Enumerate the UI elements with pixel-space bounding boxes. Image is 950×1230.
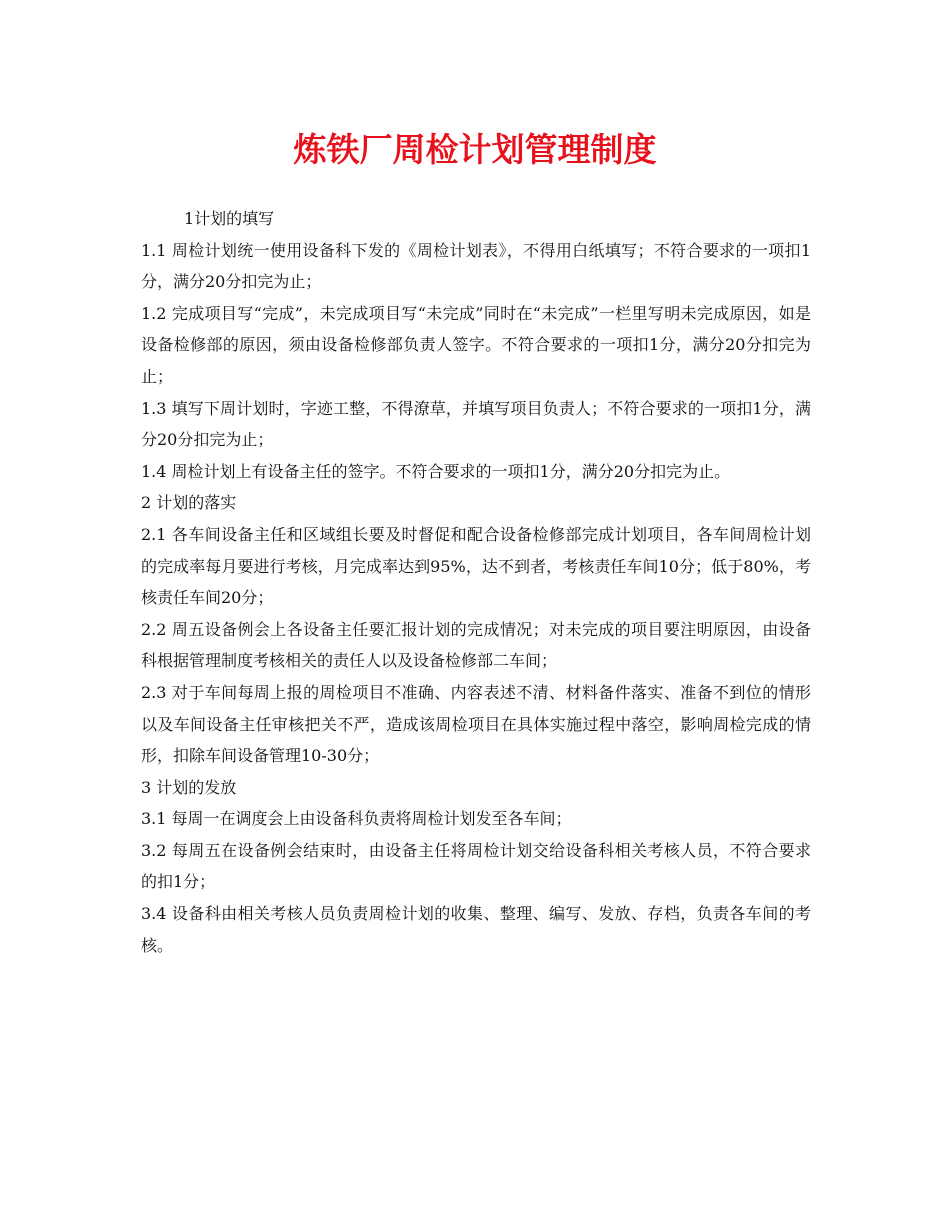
clause-1-4: 1.4 周检计划上有设备主任的签字。不符合要求的一项扣1分，满分20分扣完为止。 bbox=[141, 461, 731, 481]
section-heading-2: 2 计划的落实 bbox=[141, 493, 237, 513]
clause-3-1: 3.1 每周一在调度会上由设备科负责将周检计划发至各车间； bbox=[141, 809, 572, 829]
clause-2-2: 2.2 周五设备例会上各设备主任要汇报计划的完成情况；对未完成的项目要注明原因，由设备科根据管理制度考核相关的责任人以及设备检修部二车间； bbox=[141, 619, 811, 671]
clause-1-3: 1.3 填写下周计划时，字迹工整，不得潦草，并填写项目负责人；不符合要求的一项扣1分，满分20分扣完为止； bbox=[141, 398, 811, 450]
clause-2-3: 2.3 对于车间每周上报的周检项目不准确、内容表述不清、材料备件落实、准备不到位的情形以及车间设备主任审核把关不严，造成该周检项目在具体实施过程中落空，影响周检完成的情形，扣除车间设备管理10-30分； bbox=[141, 682, 811, 766]
clause-1-2: 1.2 完成项目写“完成”，未完成项目写“未完成”同时在“未完成”一栏里写明未完成原因，如是设备检修部的原因，须由设备检修部负责人签字。不符合要求的一项扣1分，满分20分扣完为止； bbox=[141, 303, 811, 386]
clause-3-4: 3.4 设备科由相关考核人员负责周检计划的收集、整理、编写、发放、存档，负责各车间的考核。 bbox=[141, 904, 811, 955]
document-body bbox=[141, 203, 811, 961]
section-heading-3: 3 计划的发放 bbox=[141, 777, 237, 797]
document-title: 炼铁厂周检计划管理制度 bbox=[293, 130, 657, 169]
clause-3-2: 3.2 每周五在设备例会结束时，由设备主任将周检计划交给设备科相关考核人员，不符合要求的扣1分； bbox=[141, 840, 811, 892]
clause-2-1: 2.1 各车间设备主任和区域组长要及时督促和配合设备检修部完成计划项目，各车间周检计划的完成率每月要进行考核，月完成率达到95%，达不到者，考核责任车间10分；低于80%，考核责任车间20分； bbox=[141, 524, 811, 608]
clause-1-1: 1.1 周检计划统一使用设备科下发的《周检计划表》，不得用白纸填写；不符合要求的一项扣1分，满分20分扣完为止； bbox=[141, 240, 811, 292]
section-heading-1: 1计划的填写 bbox=[184, 209, 275, 228]
